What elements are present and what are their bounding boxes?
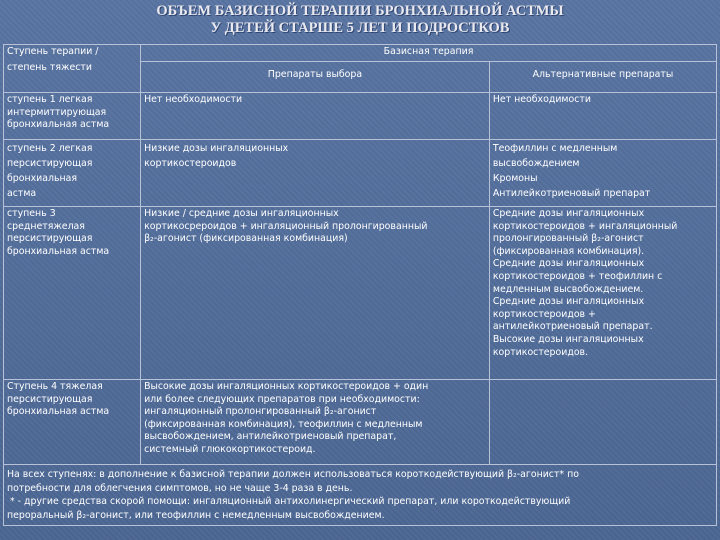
page-title <box>0 3 720 37</box>
step-line: среднетяжелая <box>7 220 85 232</box>
alternative-line: Теофиллин с медленным <box>492 143 618 154</box>
step-line: персистирующая <box>7 233 93 245</box>
step-line: персистирующая <box>7 393 93 405</box>
table-row <box>4 207 717 380</box>
header-basis: Базисная терапия <box>141 45 717 62</box>
step-line: бронхиальная астма <box>7 406 110 418</box>
header-step <box>4 45 141 93</box>
step-cell <box>4 207 141 380</box>
step-cell <box>4 140 141 207</box>
title-line-1: ОБЪЕМ БАЗИСНОЙ ТЕРАПИИ БРОНХИАЛЬНОЙ АСТМЫ <box>156 3 564 19</box>
table-row <box>4 93 717 140</box>
step-cell <box>4 380 141 465</box>
preferred-line: Нет необходимости <box>144 94 243 105</box>
preferred-cell <box>141 140 490 207</box>
footer-line: потребности для облегчения симптомов, но не чаще 3-4 раза в день. <box>7 482 353 494</box>
table-row <box>4 140 717 207</box>
footer-line: пероральный β₂-агонист, или теофиллин с немедленным высвобождением. <box>7 509 385 521</box>
alternative-cell <box>489 207 716 380</box>
alternative-line: кортикостероидов + теофиллин с <box>492 270 663 282</box>
alternative-line: кортикостероидов + ингаляционный <box>492 220 678 232</box>
therapy-table <box>3 44 717 526</box>
step-line: бронхиальная астма <box>7 119 110 131</box>
alternative-line: Нет необходимости <box>492 94 591 105</box>
preferred-line: Высокие дозы ингаляционных кортикостероидов + один <box>144 381 429 392</box>
step-line: интермиттирующая <box>7 106 107 118</box>
preferred-line: Низкие дозы ингаляционных <box>144 143 289 154</box>
alternative-line: кортикостероидов. <box>492 346 589 358</box>
header-preferred: Препараты выбора <box>141 62 490 93</box>
preferred-line: или более следующих препаратов при необходимости: <box>144 393 420 405</box>
preferred-line: высвобождением, антилейкотриеновый препарат, <box>144 431 397 443</box>
preferred-line: кортикостероидов <box>144 158 237 169</box>
step-line: ступень 2 легкая <box>7 143 93 154</box>
alternative-line: кортикостероидов + <box>492 308 596 320</box>
alternative-cell <box>489 380 716 465</box>
preferred-cell <box>141 93 490 140</box>
step-line: ступень 1 легкая <box>7 94 93 105</box>
preferred-line: Низкие / средние дозы ингаляционных <box>144 208 339 219</box>
alternative-line: Антилейкотриеновый препарат <box>492 188 651 199</box>
footer-note <box>4 465 717 526</box>
header-step-line-1: Ступень терапии / <box>7 46 99 57</box>
header-alternative: Альтернативные препараты <box>489 62 716 93</box>
alternative-line: высвобождением <box>492 158 580 169</box>
preferred-line: системный глюкокортикостероид. <box>144 443 316 455</box>
preferred-cell <box>141 380 490 465</box>
preferred-cell <box>141 207 490 380</box>
footer-row <box>4 465 717 526</box>
alternative-line: Кромоны <box>492 173 538 184</box>
step-line: астма <box>7 188 37 199</box>
alternative-cell <box>489 93 716 140</box>
preferred-line: (фиксированная комбинация), теофиллин с медленным <box>144 418 423 430</box>
alternative-line: Средние дозы ингаляционных <box>492 208 645 219</box>
step-line: персистирующая <box>7 158 93 169</box>
step-cell <box>4 93 141 140</box>
preferred-line: ингаляционный пролонгированный β₂-агонист <box>144 406 377 418</box>
step-line: бронхиальная <box>7 173 78 184</box>
footer-line: На всех ступенях: в дополнение к базисной терапии должен использоваться короткодействующий β₂-агонист* по <box>7 469 579 480</box>
title-line-2: У ДЕТЕЙ СТАРШЕ 5 ЛЕТ И ПОДРОСТКОВ <box>210 20 510 36</box>
alternative-line: Средние дозы ингаляционных <box>492 258 645 270</box>
alternative-line: пролонгированный β₂-агонист <box>492 233 644 245</box>
alternative-line: (фиксированная комбинация). <box>492 245 645 257</box>
header-step-line-2: степень тяжести <box>7 61 92 73</box>
step-line: бронхиальная астма <box>7 245 110 257</box>
alternative-line: медленным высвобождением. <box>492 283 644 295</box>
alternative-line: Средние дозы ингаляционных <box>492 296 645 308</box>
preferred-line: β₂-агонист (фиксированная комбинация) <box>144 233 348 245</box>
alternative-line: Высокие дозы ингаляционных <box>492 333 644 345</box>
preferred-line: кортикосрероидов + ингаляционный пролонгированный <box>144 220 428 232</box>
step-line: ступень 3 <box>7 208 56 219</box>
header-row-1 <box>4 45 717 62</box>
alternative-cell <box>489 140 716 207</box>
step-line: Ступень 4 тяжелая <box>7 381 103 392</box>
footer-line: * - другие средства скорой помощи: ингаляционный антихолинергический препарат, или короткодействующий <box>7 496 571 507</box>
alternative-line: антилейкотриеновый препарат. <box>492 321 653 333</box>
table-row <box>4 380 717 465</box>
